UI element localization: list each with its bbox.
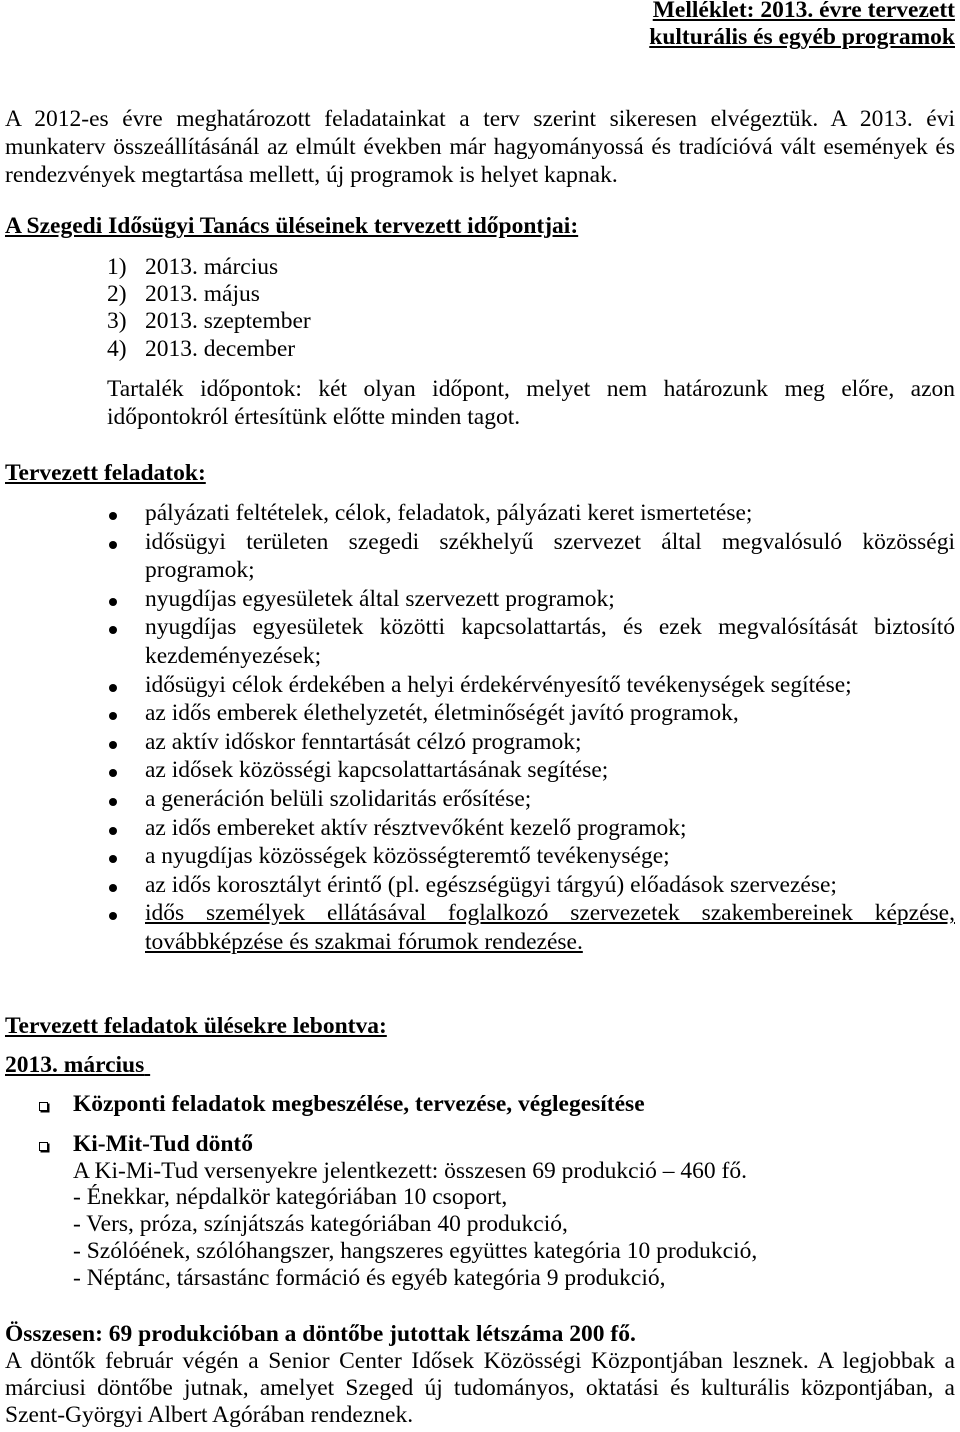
meeting-date-item: [5, 254, 955, 281]
task-text: nyugdíjas egyesületek közötti kapcsolattartás, és ezek megvalósítását biztosító kezdeményezések;: [145, 614, 955, 669]
month-heading: [5, 1051, 955, 1079]
agenda-item-title: Központi feladatok megbeszélése, tervezése, véglegesítése: [73, 1091, 645, 1118]
bullet-icon: [109, 684, 117, 692]
bullet-icon: [109, 712, 117, 720]
task-text: idősügyi célok érdekében a helyi érdekérvényesítő tevékenységek segítése;: [145, 671, 852, 698]
task-text: az idős embereket aktív résztvevőként kezelő programok;: [145, 814, 687, 841]
bullet-icon: [109, 912, 117, 920]
bullet-icon: [109, 769, 117, 777]
task-text: az idősek közösségi kapcsolattartásának segítése;: [145, 757, 609, 784]
breakdown-heading: [5, 1012, 955, 1040]
agenda-item: [5, 1131, 955, 1292]
meetings-heading: [5, 212, 955, 240]
breakdown-heading-text: Tervezett feladatok ülésekre lebontva:: [5, 1013, 387, 1040]
bullet-icon: [109, 598, 117, 606]
task-text: az idős emberek élethelyzetét, életminőségét javító programok,: [145, 700, 739, 727]
meeting-date-label: 2013. december: [145, 335, 296, 362]
task-item: [5, 528, 955, 585]
meeting-date-label: 2013. március: [145, 253, 279, 280]
agenda-list: [5, 1090, 955, 1291]
tasks-heading-text: Tervezett feladatok:: [5, 460, 206, 487]
task-item: [5, 871, 955, 900]
task-text: a nyugdíjas közösségek közösségteremtő tevékenysége;: [145, 843, 670, 870]
header-title-line-1: Melléklet: 2013. évre tervezett: [652, 0, 955, 23]
meeting-date-item: [5, 281, 955, 308]
meeting-dates-list: [5, 254, 955, 363]
bullet-icon: [109, 855, 117, 863]
bullet-icon: [109, 512, 117, 520]
closing-paragraph: A döntők február végén a Senior Center Idősek Közösségi Központjában lesznek. A legjobbak a márciusi döntőbe jutnak, amelyet Szeged új tudományos, oktatási és kulturális központjában, a Szent-Györgyi Albert Agórában rendeznek.: [5, 1347, 955, 1428]
header-line: [5, 0, 955, 24]
document-header: [5, 0, 955, 51]
bullet-icon: [109, 541, 117, 549]
task-item: [5, 899, 955, 956]
header-title-line-2: kulturális és egyéb programok: [649, 24, 955, 50]
header-line: [5, 24, 955, 51]
task-item: [5, 671, 955, 700]
task-text-underlined: idős személyek ellátásával foglalkozó szervezetek szakembereinek képzése, továbbképzése és szakmai fórumok rendezése.: [145, 900, 955, 955]
task-text: idősügyi területen szegedi székhelyű szervezet által megvalósuló közösségi programok;: [145, 528, 955, 584]
bullet-icon: [109, 626, 117, 634]
agenda-detail-line: A Ki-Mi-Tud versenyekre jelentkezett: összesen 69 produkció – 460 fő.: [73, 1157, 747, 1184]
tasks-heading: [5, 459, 955, 487]
bullet-icon: [109, 741, 117, 749]
tasks-list: [5, 499, 955, 957]
task-item: [5, 499, 955, 528]
agenda-item-title: Ki-Mit-Tud döntő: [73, 1130, 253, 1157]
agenda-detail-line: - Szólóének, szólóhangszer, hangszeres együttes kategória 10 produkció,: [73, 1237, 758, 1264]
checkbox-icon: [39, 1102, 48, 1111]
bullet-icon: [109, 884, 117, 892]
list-number: 2): [107, 280, 127, 307]
list-number: 3): [107, 308, 127, 335]
agenda-detail-line: - Énekkar, népdalkör kategóriában 10 csoport,: [73, 1184, 508, 1211]
task-item: [5, 613, 955, 670]
summary-line: Összesen: 69 produkcióban a döntőbe jutottak létszáma 200 fő.: [5, 1320, 636, 1347]
task-text: nyugdíjas egyesületek által szervezett programok;: [145, 585, 615, 612]
meeting-date-item: [5, 308, 955, 335]
bullet-icon: [109, 798, 117, 806]
list-number: 1): [107, 253, 127, 280]
task-item: [5, 699, 955, 728]
task-text: pályázati feltételek, célok, feladatok, pályázati keret ismertetése;: [145, 500, 753, 526]
task-item: [5, 842, 955, 871]
meetings-heading-text: A Szegedi Idősügyi Tanács üléseinek tervezett időpontjai:: [5, 213, 579, 240]
meeting-date-label: 2013. május: [145, 280, 260, 307]
meeting-date-item: [5, 336, 955, 363]
bullet-icon: [109, 827, 117, 835]
list-number: 4): [107, 335, 127, 362]
meeting-date-label: 2013. szeptember: [145, 308, 311, 335]
intro-paragraph: A 2012-es évre meghatározott feladatainkat a terv szerint sikeresen elvégeztük. A 2013. évi munkaterv összeállításánál az elmúlt években már hagyományossá és tradícióvá vált események és rendezvények megtartása mellett, új programok is helyet kapnak.: [5, 106, 955, 189]
task-item: [5, 728, 955, 757]
task-item: [5, 814, 955, 843]
month-heading-text: 2013. március: [5, 1052, 145, 1079]
task-item: [5, 585, 955, 614]
agenda-detail-line: - Néptánc, társastánc formáció és egyéb kategória 9 produkció,: [73, 1264, 666, 1291]
task-item: [5, 785, 955, 814]
task-text: az idős korosztályt érintő (pl. egészségügyi tárgyú) előadások szervezése;: [145, 871, 837, 898]
reserve-dates-note: Tartalék időpontok: két olyan időpont, melyet nem határozunk meg előre, azon időpontokról értesítünk előtte minden tagot.: [107, 376, 955, 431]
checkbox-icon: [39, 1142, 48, 1151]
task-text: a generáción belüli szolidaritás erősítése;: [145, 785, 532, 812]
task-text: az aktív időskor fenntartását célzó programok;: [145, 728, 582, 755]
agenda-detail-line: - Vers, próza, színjátszás kategóriában 40 produkció,: [73, 1211, 568, 1238]
task-item: [5, 756, 955, 785]
agenda-item: [5, 1090, 955, 1118]
